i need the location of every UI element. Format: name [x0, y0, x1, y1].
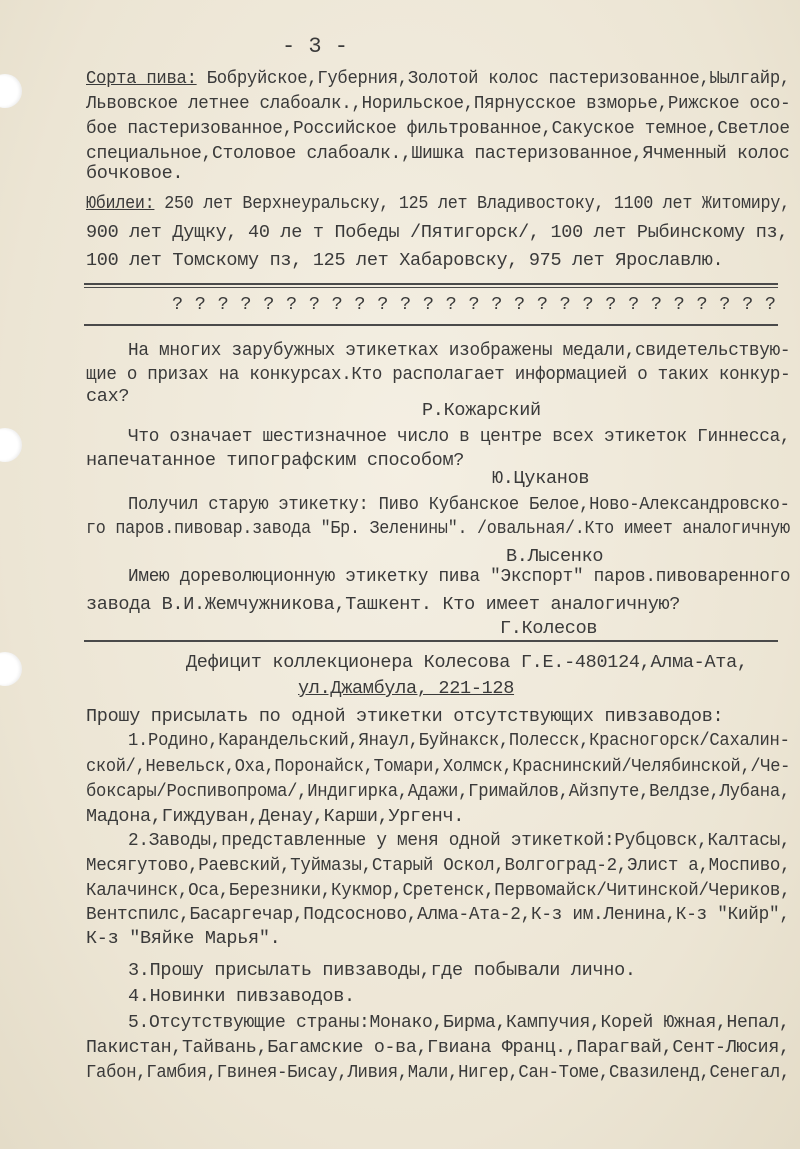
deficit-intro: Прошу присылать по одной этикетки отсутствующих пивзаводов: — [86, 706, 724, 727]
q1-line-3: сах? — [86, 386, 130, 407]
punch-hole — [0, 74, 22, 108]
q4-author: Г.Колесов — [500, 618, 598, 639]
punch-hole — [0, 428, 22, 462]
jubilees-line-1 — [86, 193, 790, 215]
page-number: - 3 - — [282, 34, 349, 59]
deficit-title-2: ул.Джамбула, 221-128 — [298, 678, 515, 699]
p1-line-1: 1.Родино,Карандельский,Янаул,Буйнакск,Полесск,Красногорск/Сахалин- — [128, 730, 790, 751]
q2-line-1: Что означает шестизначное число в центре всех этикеток Гиннесса, — [128, 426, 791, 447]
divider — [84, 324, 778, 326]
p2-line-1: 2.Заводы,представленные у меня одной этикеткой:Рубцовск,Калтасы, — [128, 830, 791, 851]
q2-author: Ю.Цуканов — [492, 468, 590, 489]
jubilees-line-3: 100 лет Томскому пз, 125 лет Хабаровску, 975 лет Ярославлю. — [86, 250, 724, 271]
jubilees-label: Юбилеи: — [86, 193, 155, 214]
q1-line-1: На многих зарубужных этикетках изображены медали,свидетельствую- — [128, 340, 791, 361]
divider — [84, 640, 778, 642]
jubilees-text: 250 лет Верхнеуральску, 125 лет Владивостоку, 1100 лет Житомиру, — [164, 193, 790, 214]
q3-line-1: Получил старую этикетку: Пиво Кубанское Белое,Ново-Александровско- — [128, 494, 790, 515]
sorts-line-1 — [86, 68, 790, 90]
q3-author: В.Лысенко — [506, 546, 604, 567]
p1-line-4: Мадона,Гиждуван,Денау,Карши,Ургенч. — [86, 806, 465, 827]
q2-line-2: напечатанное типографским способом? — [86, 450, 465, 471]
question-marks: ? ? ? ? ? ? ? ? ? ? ? ? ? ? ? ? ? ? ? ? ? ? ? ? ? ? ? — [172, 294, 777, 315]
sorts-text: Бобруйское,Губерния,Золотой колос пастеризованное,Ыылгайр, — [206, 68, 790, 89]
sorts-line-2: Львовское летнее слабоалк.,Норильское,Пярнусское взморье,Рижское осо- — [86, 93, 791, 114]
sorts-line-5: бочковое. — [86, 163, 184, 184]
sorts-line-4: специальное,Столовое слабоалк.,Шишка пастеризованное,Ячменный колос — [86, 143, 790, 164]
p2-line-4: Вентспилс,Басаргечар,Подсосново,Алма-Ата-2,К-з им.Ленина,К-з "Кийр", — [86, 904, 790, 925]
p4-line: 4.Новинки пивзаводов. — [128, 986, 355, 1007]
q1-author: Р.Кожарский — [422, 400, 541, 421]
divider — [84, 283, 778, 285]
p5-line-2: Пакистан,Тайвань,Багамские о-ва,Гвиана Франц.,Парагвай,Сент-Люсия, — [86, 1037, 790, 1058]
deficit-title-1: Дефицит коллекционера Колесова Г.Е.-480124,Алма-Ата, — [186, 652, 748, 673]
p1-line-3: боксары/Роспивопрома/,Индигирка,Адажи,Гримайлов,Айзпуте,Велдзе,Лубана, — [86, 781, 790, 802]
sorts-line-3: бое пастеризованное,Российское фильтрованное,Сакуское темное,Светлое — [86, 118, 790, 139]
p3-line: 3.Прошу присылать пивзаводы,где побывали лично. — [128, 960, 636, 981]
p5-line-3: Габон,Гамбия,Гвинея-Бисау,Ливия,Мали,Нигер,Сан-Томе,Свазиленд,Сенегал, — [86, 1062, 790, 1083]
divider — [84, 287, 778, 288]
q1-line-2: щие о призах на конкурсах.Кто располагает информацией о таких конкур- — [86, 364, 791, 385]
p2-line-3: Калачинск,Оса,Березники,Кукмор,Сретенск,Первомайск/Читинской/Чериков, — [86, 880, 791, 901]
sorts-label: Сорта пива: — [86, 68, 197, 89]
p2-line-5: К-з "Вяйке Марья". — [86, 928, 281, 949]
q3-line-2: го паров.пивовар.завода "Бр. Зеленины". /овальная/.Кто имеет аналогичную — [86, 518, 790, 539]
jubilees-line-2: 900 лет Дущку, 40 ле т Победы /Пятигорск/, 100 лет Рыбинскому пз, — [86, 222, 789, 243]
q4-line-1: Имею дореволюционную этикетку пива "Экспорт" паров.пивоваренного — [128, 566, 791, 587]
p1-line-2: ской/,Невельск,Оха,Поронайск,Томари,Холмск,Краснинский/Челябинской,/Че- — [86, 756, 791, 777]
q4-line-2: завода В.И.Жемчужникова,Ташкент. Кто имеет аналогичную? — [86, 594, 681, 615]
punch-hole — [0, 652, 22, 686]
p2-line-2: Месягутово,Раевский,Туймазы,Старый Оскол,Волгоград-2,Элист а,Моспиво, — [86, 855, 791, 876]
p5-line-1: 5.Отсутствующие страны:Монако,Бирма,Кампучия,Корей Южная,Непал, — [128, 1012, 790, 1033]
